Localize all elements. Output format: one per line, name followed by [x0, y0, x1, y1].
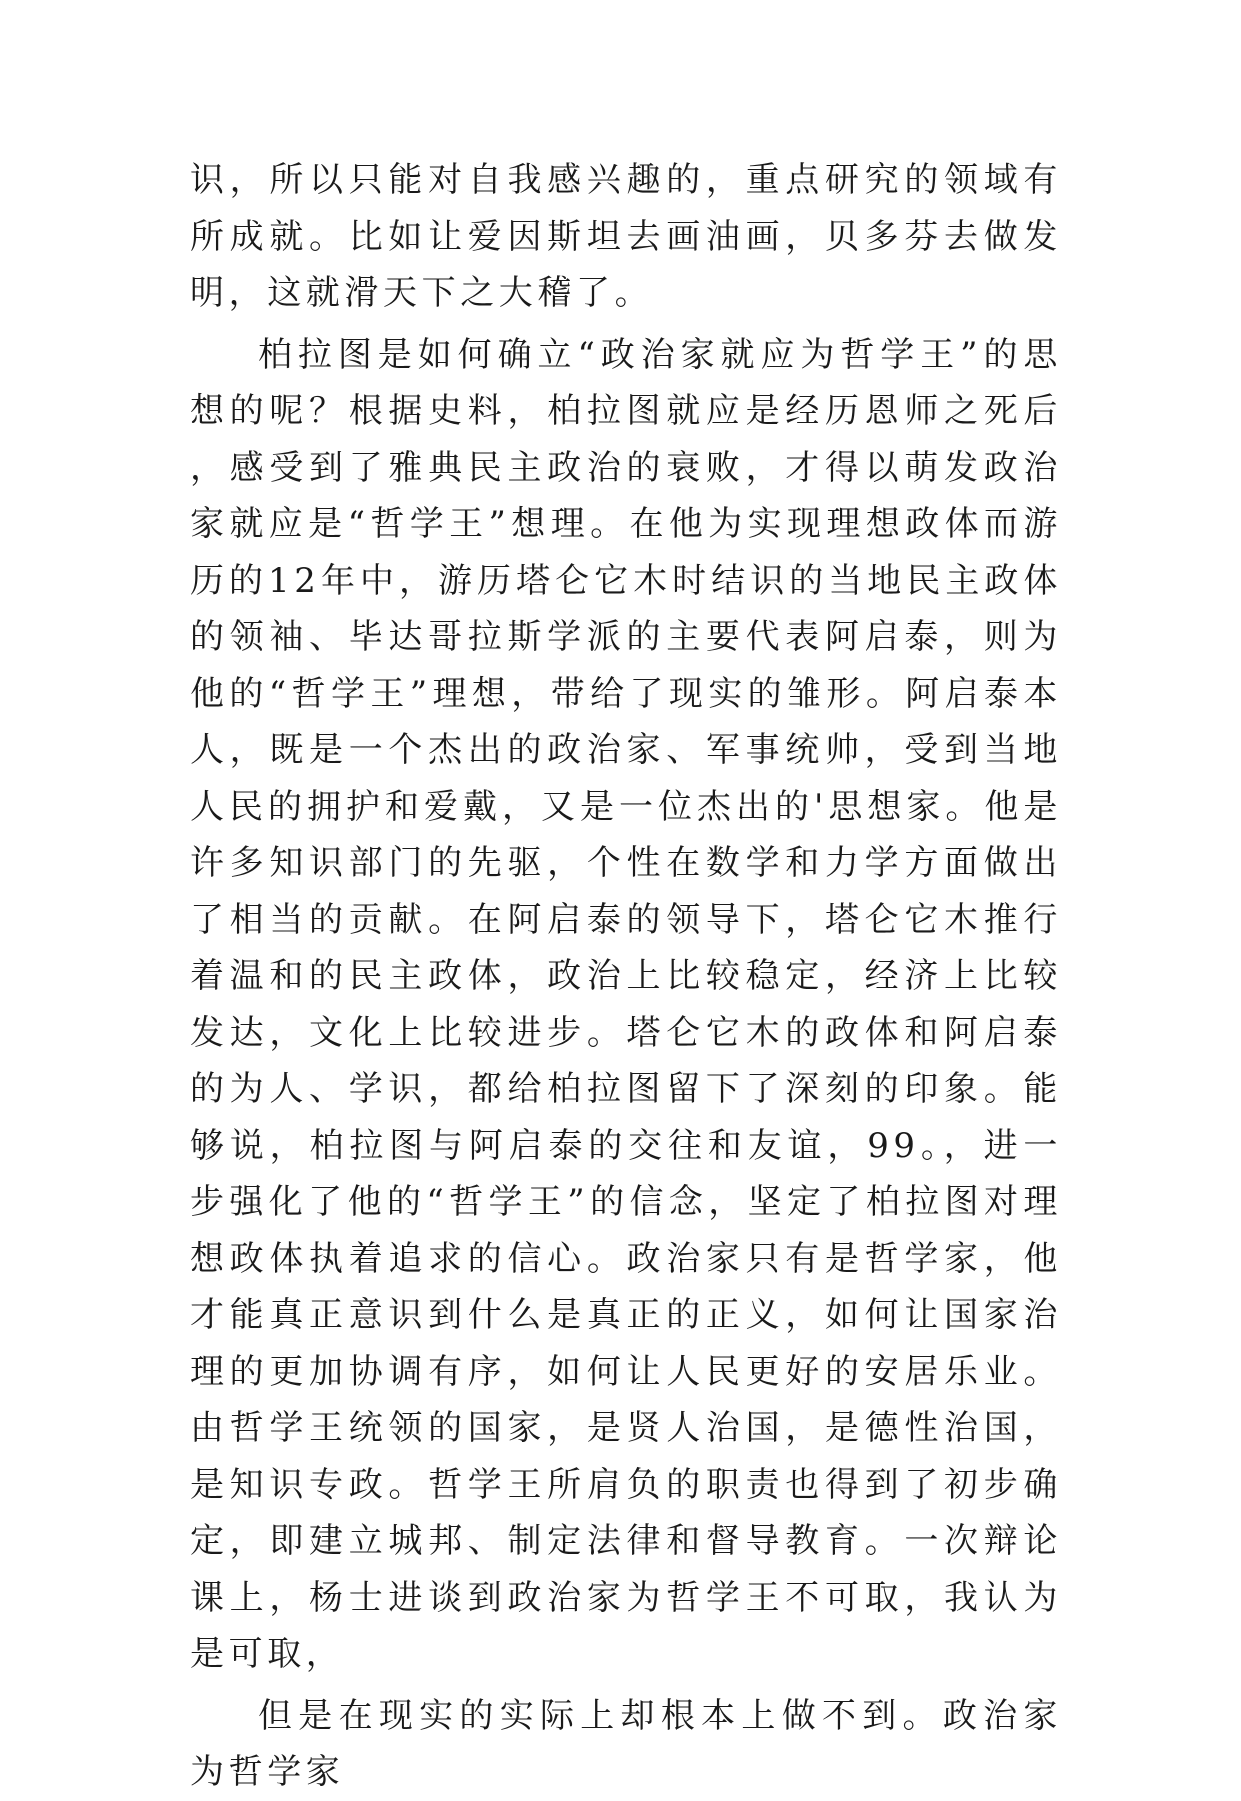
- body-text: [190, 152, 1062, 1801]
- paragraph-continuation: 识，所以只能对自我感兴趣的，重点研究的领域有所成就。比如让爱因斯坦去画油画，贝多芬去做发明，这就滑天下之大稽了。: [190, 160, 1062, 313]
- paragraph-plato-philosopher-king: 柏拉图是如何确立“政治家就应为哲学王”的思想的呢？根据史料，柏拉图就应是经历恩师之死后，感受到了雅典民主政治的衰败，才得以萌发政治家就应是“哲学王”想理。在他为实现理想政体而游历的12年中，游历塔仑它木时结识的当地民主政体的领袖、毕达哥拉斯学派的主要代表阿启泰，则为他的“哲学王”理想，带给了现实的雏形。阿启泰本人，既是一个杰出的政治家、军事统帅，受到当地人民的拥护和爱戴，又是一位杰出的'思想家。他是许多知识部门的先驱，个性在数学和力学方面做出了相当的贡献。在阿启泰的领导下，塔仑它木推行着温和的民主政体，政治上比较稳定，经济上比较发达，文化上比较进步。塔仑它木的政体和阿启泰的为人、学识，都给柏拉图留下了深刻的印象。能够说，柏拉图与阿启泰的交往和友谊，99。，进一步强化了他的“哲学王”的信念，坚定了柏拉图对理想政体执着追求的信心。政治家只有是哲学家，他才能真正意识到什么是真正的正义，如何让国家治理的更加协调有序，如何让人民更好的安居乐业。由哲学王统领的国家，是贤人治国，是德性治国，是知识专政。哲学王所肩负的职责也得到了初步确定，即建立城邦、制定法律和督导教育。一次辩论课上，杨士进谈到政治家为哲学王不可取，我认为是可取，: [190, 334, 1062, 1674]
- paragraph-reality: 但是在现实的实际上却根本上做不到。政治家为哲学家: [190, 1695, 1062, 1792]
